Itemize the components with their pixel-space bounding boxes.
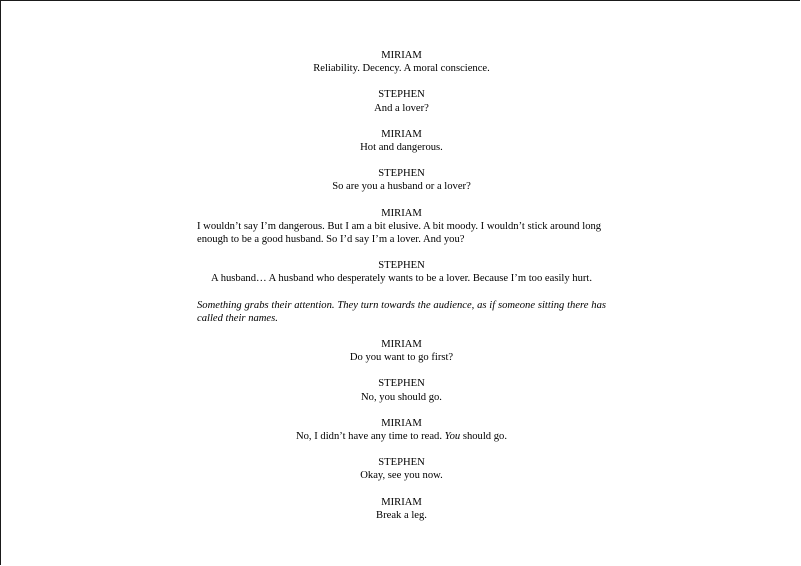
dialogue-block	[197, 128, 606, 154]
script-body	[197, 49, 606, 535]
character-name: MIRIAM	[381, 339, 422, 351]
character-name: STEPHEN	[378, 89, 425, 101]
dialogue-block	[197, 338, 606, 364]
dialogue-text: No, I didn’t have any time to read.	[295, 431, 443, 443]
dialogue-block	[197, 88, 606, 114]
dialogue-line: A husband… A husband who desperately wants to be a lover. Because I’m too easily hurt.	[210, 273, 592, 285]
dialogue-line: I wouldn’t say I’m dangerous. But I am a bit elusive. A bit moody. I wouldn’t stick around long enough to be a good husband. So I’d say I’m a lover. And you?	[197, 220, 602, 246]
dialogue-block	[197, 417, 606, 443]
dialogue-line: Reliability. Decency. A moral conscience.	[313, 63, 490, 75]
dialogue-block	[197, 207, 606, 247]
dialogue-line: And a lover?	[374, 102, 429, 114]
dialogue-block	[197, 377, 606, 403]
dialogue-block	[197, 167, 606, 193]
dialogue-line: Okay, see you now.	[360, 470, 443, 482]
dialogue-line	[197, 430, 606, 443]
dialogue-block	[197, 496, 606, 522]
character-name: STEPHEN	[378, 168, 425, 180]
dialogue-line: Break a leg.	[376, 509, 427, 521]
dialogue-line: Do you want to go first?	[349, 352, 454, 364]
character-name: STEPHEN	[378, 378, 425, 390]
stage-direction: Something grabs their attention. They turn towards the audience, as if someone sitting there has called their names.	[197, 299, 606, 324]
dialogue-block	[197, 49, 606, 75]
dialogue-block	[197, 259, 606, 285]
character-name: STEPHEN	[378, 260, 425, 272]
dialogue-line: Hot and dangerous.	[360, 142, 443, 154]
dialogue-block	[197, 456, 606, 482]
character-name: MIRIAM	[381, 496, 422, 508]
character-name: MIRIAM	[381, 128, 422, 140]
character-name: MIRIAM	[381, 50, 422, 61]
character-name: STEPHEN	[378, 457, 425, 469]
dialogue-line: No, you should go.	[361, 391, 442, 403]
dialogue-line: So are you a husband or a lover?	[332, 181, 471, 193]
emphasis-text: You	[444, 431, 461, 443]
character-name: MIRIAM	[381, 207, 422, 219]
dialogue-text: should go.	[462, 431, 507, 443]
character-name: MIRIAM	[381, 417, 422, 429]
